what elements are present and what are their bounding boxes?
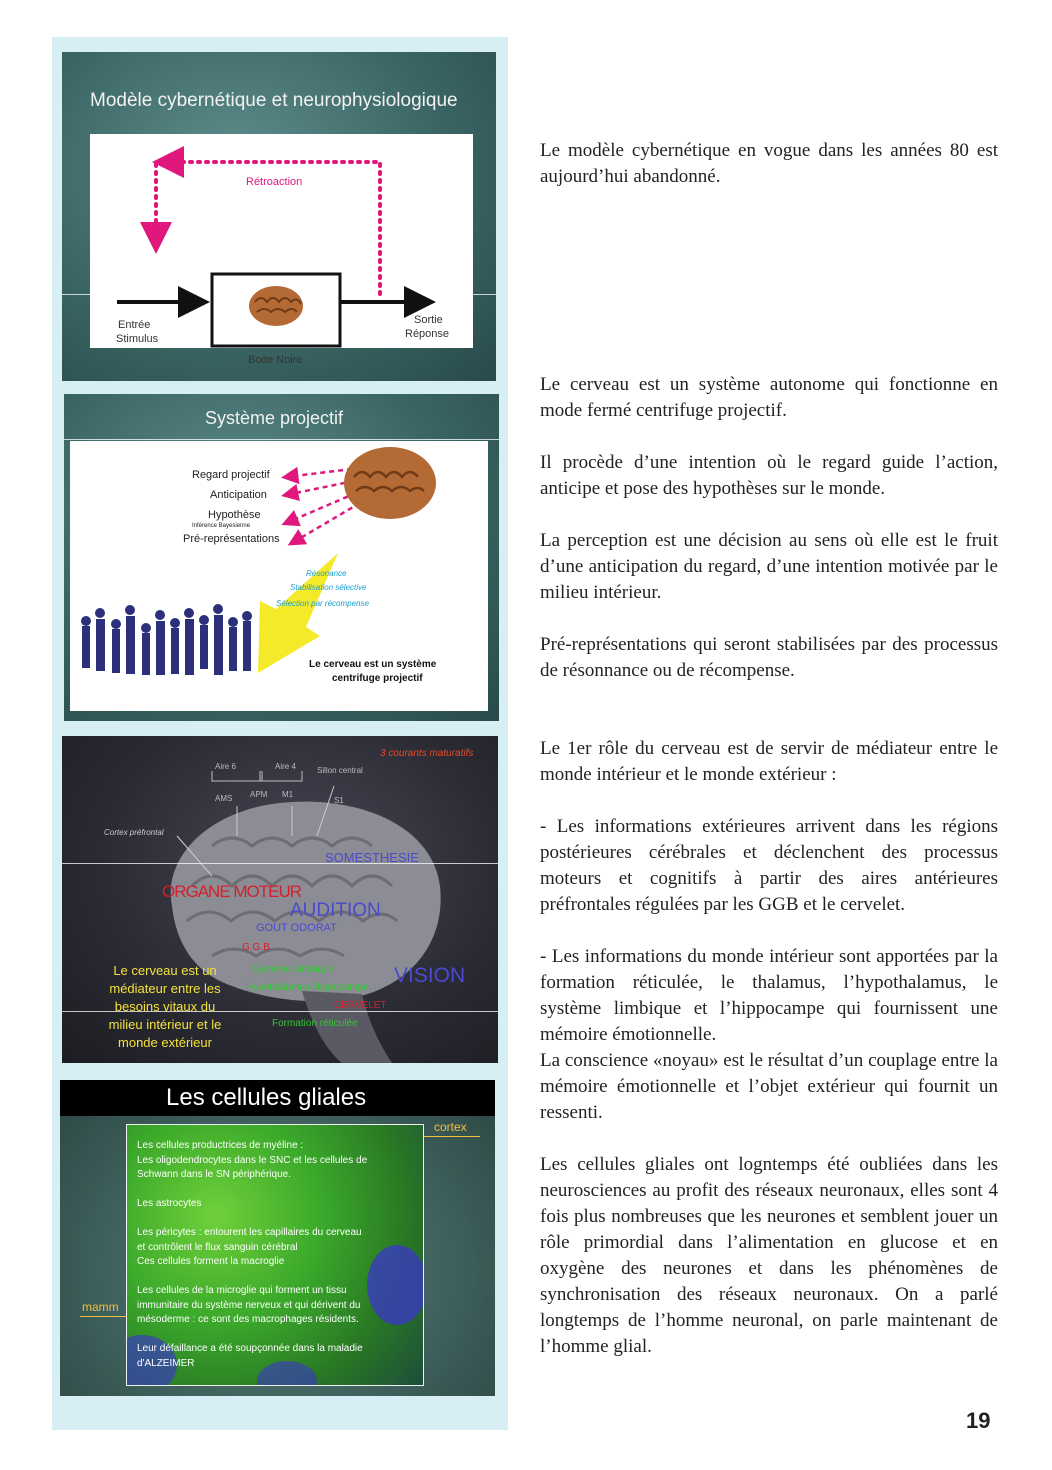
mediator-line: Le cerveau est un bbox=[113, 963, 217, 978]
systeme-limbique-label: Système Limbique bbox=[252, 964, 335, 975]
stabilisation-label: Stabilisation sélective bbox=[290, 583, 367, 592]
paragraph: Les cellules gliales ont logntemps été oubliées dans les neurosciences au profit des réseaux neuronaux, elles sont 4 fois plus nombreuses que les neurones et semblent jouer un rôle primordial dans l’alimentation en glucose et en oxygène des neurones et dans les phénomènes de synchronisation des réseaux neuronaux. On a parlé longtemps de l’homme neuronal, on parle maintenant de l’homme glial. bbox=[540, 1154, 998, 1357]
sortie-label: Sortie bbox=[414, 314, 443, 326]
cortex-prefrontal-label: Cortex préfrontal bbox=[104, 828, 164, 837]
text-block-mediator bbox=[540, 736, 998, 1360]
somesthesie-label: SOMESTHESIE bbox=[325, 850, 419, 865]
page-number: 19 bbox=[966, 1408, 991, 1433]
paragraph: Le modèle cybernétique en vogue dans les années 80 est aujourd’hui abandonné. bbox=[540, 140, 998, 187]
glia-line: Schwann dans le SN périphérique. bbox=[137, 1169, 291, 1180]
gout-odorat-label: GOUT ODORAT bbox=[256, 922, 337, 934]
mamm-label: mamm bbox=[82, 1300, 119, 1314]
s1-label: S1 bbox=[334, 796, 344, 805]
anticipation-label: Anticipation bbox=[210, 489, 267, 501]
resonance-label: Résonance bbox=[306, 569, 347, 578]
brain-icon bbox=[344, 447, 436, 519]
cortex-underline bbox=[422, 1136, 480, 1137]
stimulus-label: Stimulus bbox=[116, 333, 159, 345]
paragraph: La perception est une décision au sens où elle est le fruit d’une anticipation du regard, d’une intention motivée par le milieu intérieur. bbox=[540, 530, 998, 603]
text-block-cybernetic bbox=[540, 138, 998, 190]
slide-brain-mediator bbox=[62, 736, 498, 1063]
reponse-label: Réponse bbox=[405, 328, 450, 340]
mediator-line: milieu intérieur et le bbox=[108, 1017, 222, 1032]
mediator-caption bbox=[80, 962, 250, 1052]
caption-line-2: centrifuge projectif bbox=[332, 673, 423, 684]
hypothese-label: Hypothèse bbox=[208, 509, 261, 521]
glia-line: mésoderme : ce sont des macrophages résidents. bbox=[137, 1314, 359, 1325]
slide-title: Les cellules gliales bbox=[166, 1084, 367, 1111]
slide-projective-system bbox=[64, 394, 499, 721]
brain-icon bbox=[249, 286, 303, 326]
paragraph: Il procède d’une intention où le regard guide l’action, anticipe et pose des hypothèses sur le monde. bbox=[540, 452, 998, 499]
glia-line: Les péricytes : entourent les capillaires du cerveau bbox=[137, 1227, 362, 1238]
aire4-label: Aire 4 bbox=[275, 762, 296, 771]
aire6-label: Aire 6 bbox=[215, 762, 236, 771]
ggb-label: G.G.B bbox=[242, 942, 270, 953]
regard-projectif-label: Regard projectif bbox=[192, 469, 270, 481]
organe-moteur-label: ORGANE MOTEUR bbox=[162, 882, 302, 901]
slide-title: Système projectif bbox=[205, 408, 344, 428]
paragraph: - Les informations extérieures arrivent dans les régions postérieures cérébrales et déclenchent des processus moteurs et cognitifs à partir des aires antérieures préfrontales régulées par les GGB et le cervelet. bbox=[540, 816, 998, 915]
apm-label: APM bbox=[250, 790, 268, 799]
entree-label: Entrée bbox=[118, 319, 151, 331]
glia-line: Les cellules productrices de myéline : bbox=[137, 1140, 304, 1151]
slide-title: Modèle cybernétique et neurophysiologique bbox=[90, 90, 458, 111]
sillon-label: Sillon central bbox=[317, 766, 363, 775]
caption-line-1: Le cerveau est un système bbox=[309, 659, 437, 670]
slide-cybernetic-model bbox=[62, 52, 496, 381]
mediator-line: médiateur entre les bbox=[109, 981, 221, 996]
inference-label: Inférence Bayesienne bbox=[192, 523, 251, 529]
diagram-panel bbox=[70, 441, 488, 711]
cortex-label: cortex bbox=[434, 1120, 467, 1134]
glia-line bbox=[137, 1183, 417, 1198]
pre-representations-label: Pré-représentations bbox=[183, 533, 280, 545]
glia-line bbox=[137, 1270, 417, 1285]
m1-label: M1 bbox=[282, 790, 294, 799]
glia-line: Leur défaillance a été soupçonnée dans la maladie bbox=[137, 1343, 363, 1354]
glia-line: Les cellules de la microglie qui forment un tissu bbox=[137, 1285, 347, 1296]
divider-line bbox=[64, 439, 499, 440]
mediator-line: besoins vitaux du bbox=[114, 999, 216, 1014]
retroaction-label: Rétroaction bbox=[246, 176, 303, 188]
courants-label: 3 courants maturatifs bbox=[380, 748, 474, 759]
projective-diagram bbox=[70, 441, 488, 711]
divider-line bbox=[62, 863, 498, 864]
glia-line: Les oligodendrocytes dans le SNC et les cellules de bbox=[137, 1154, 368, 1166]
mamm-underline bbox=[80, 1316, 128, 1317]
paragraph: La conscience «noyau» est le résultat d’un couplage entre la mémoire émotionnelle et l’objet extérieur qui fournit un ressenti. bbox=[540, 1050, 998, 1123]
cervelet-label: CERVELET bbox=[334, 1000, 387, 1011]
paragraph: Le 1er rôle du cerveau est de servir de médiateur entre le monde intérieur et le monde extérieur : bbox=[540, 738, 998, 785]
paragraph: - Les informations du monde intérieur sont apportées par la formation réticulée, le thalamus, l’hypothalamus, le système limbique et l’hippocampe qui fournissent une mémoire émotionnelle. bbox=[540, 946, 998, 1045]
glia-line bbox=[137, 1328, 417, 1343]
slide-glial-cells bbox=[60, 1080, 495, 1396]
glia-line: d'ALZEIMER bbox=[137, 1357, 195, 1369]
paragraph: Pré-représentations qui seront stabilisées par des processus de résonnance ou de récompense. bbox=[540, 634, 998, 681]
crowd-silhouettes bbox=[81, 604, 252, 675]
ams-label: AMS bbox=[215, 794, 233, 803]
diagram-panel bbox=[90, 134, 473, 366]
glia-line bbox=[137, 1212, 417, 1227]
glia-line: et contrôlent le flux sanguin cérébral bbox=[137, 1241, 298, 1253]
glia-text-box bbox=[126, 1124, 424, 1386]
formation-reticulee-label: Formation réticulée bbox=[272, 1018, 358, 1029]
selection-label: Sélection par récompense bbox=[276, 599, 369, 608]
audition-label: AUDITION bbox=[290, 900, 381, 921]
text-block-projective bbox=[540, 372, 998, 684]
vision-label: VISION bbox=[394, 964, 466, 987]
hypothalamus-label: Hypothalamus Hippocampe bbox=[246, 982, 369, 993]
boite-noire-label: Boite Noire bbox=[248, 354, 303, 366]
paragraph: Le cerveau est un système autonome qui fonctionne en mode fermé centrifuge projectif. bbox=[540, 374, 998, 421]
glia-text bbox=[137, 1139, 417, 1371]
glia-line: Ces cellules forment la macroglie bbox=[137, 1256, 285, 1267]
glia-line: Les astrocytes bbox=[137, 1198, 202, 1209]
mediator-line: monde extérieur bbox=[118, 1035, 212, 1050]
glia-line: immunitaire du système nerveux et qui dérivent du bbox=[137, 1299, 361, 1311]
